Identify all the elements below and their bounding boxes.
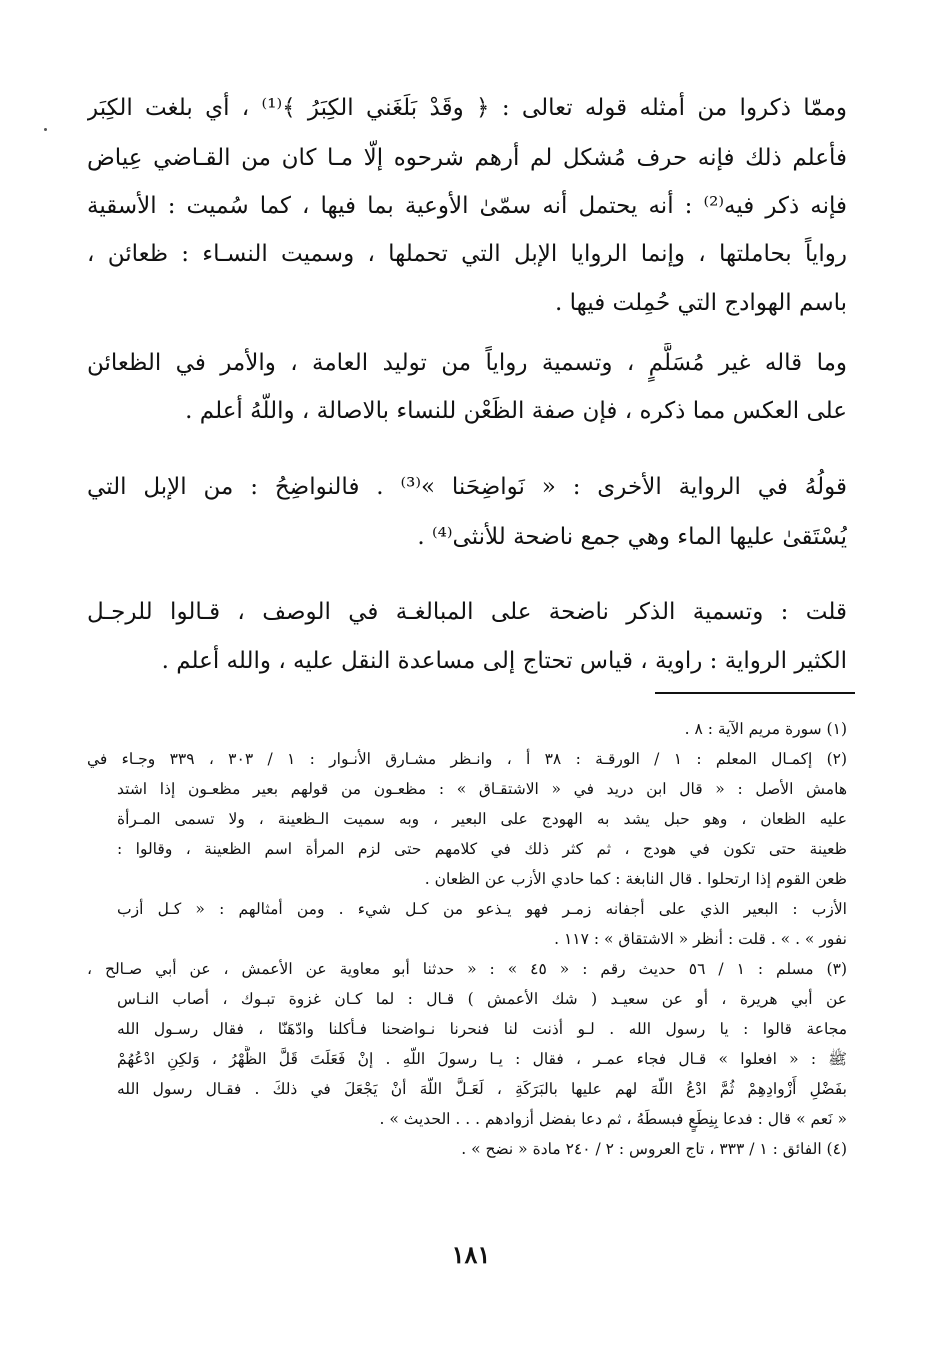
footnote-line: ظعينة حتى تكون في هودج ، ثم كثر ذلك في كلامهم حتى لزم المرأة اسم الظعينة ، وقالوا : xyxy=(117,840,847,858)
footnote-line: مجاعة قالوا : يا رسول الله . لـو أذنت لنا فنحرنا نـواضحنا فـأكلنا وادّهَنّا ، فقال رسـول الله xyxy=(117,1020,847,1038)
footnote-line: (٣) مسلم : ١ / ٥٦ حديث رقم : « ٤٥ » : « حدثنا أبو معاوية عن الأعمش ، عن أبي صـالح ، xyxy=(87,960,847,978)
body-line: فأعلم ذلك فإنه حرف مُشكل لم أرهم شرحوه إلّا مـا كان من القـاضي عِياض xyxy=(87,145,847,171)
footnote-rule xyxy=(655,692,855,694)
footnote-line: الأزب : البعير الذي على أجفانه زمـر فهو يـذعو من كـل شيء . ومن أمثالهم : « كـل أزب xyxy=(117,900,847,918)
footnote-line: عن أبي هريرة ، أو عن سعيـد ( شك الأعمش ) قـال : لما كـان غزوة تبـوك ، أصاب النـاس xyxy=(117,990,847,1008)
footnote-line: (٢) إكمـال المعلم : ١ / الورقـة : ٣٨ أ ، وانـظر مشـارق الأنـوار : ١ / ٣٠٣ ، ٣٣٩ وجـاء في xyxy=(87,750,847,768)
footnote-line: هامش الأصل : « قال ابن دريد في « الاشتقـاق » : مظعـون من قولهم بعير مظعـون إذا اشتد xyxy=(117,780,847,798)
footnote-line: بفَضْلِ أَزْوادِهِمْ ثُمَّ ادْعُ اللّهَ لهم عليها بالبَرَكَةِ ، لَعَـلَّ اللّهَ أنْ يَجْعَلَ في ذلكَ . فقـال رسول الله xyxy=(117,1080,847,1098)
body-line: وما قاله غير مُسَلَّمٍ ، وتسمية رواياً من توليد العامة ، والأمر في الظعائن xyxy=(87,350,847,376)
footnote-line: ظعن القوم إذا ارتحلوا . قال النابغة : كما حادي الأزب عن الظعان . xyxy=(424,870,847,888)
body-line: الكثير الرواية : راوية ، قياس تحتاج إلى مساعدة النقل عليه ، والله أعلم . xyxy=(161,648,847,674)
footnote-line: عليه الظعان ، وهو حبل يشد به الهودج على البعير ، وبه سميت الـظعينة ، ولا تسمى المـرأة xyxy=(117,810,847,828)
footnote-line: ﷺ : « افعلوا » قـال فجاء عمـر ، فقال : يـا رسولَ اللّهِ . إنْ فَعَلَتَ قَلَّ الظَّهْرُ ، وَلكِنِ ادْعُهُمْ xyxy=(117,1050,847,1068)
body-line: وممّا ذكروا من أمثله قوله تعالى : ﴿ وقَدْ بَلَغَني الكِبَرُ ﴾⁽¹⁾ ، أي بلغت الكِبَر xyxy=(87,95,847,121)
body-line: على العكس مما ذكره ، فإن صفة الظَعْن للنساء بالاصالة ، واللّهُ أعلم . xyxy=(185,398,847,424)
print-speck xyxy=(44,128,47,131)
page-number: ١٨١ xyxy=(451,1240,491,1269)
body-line: قلت : وتسمية الذكر ناضحة على المبالغـة في الوصف ، قـالوا للرجـل xyxy=(87,599,847,625)
footnote-line: « نَعم » قال : فدعا بِنِطَعٍ فبسطَهُ ، ثم دعا بفضل أزوادهم . . . الحديث » . xyxy=(379,1110,847,1128)
body-line: قولُهُ في الرواية الأخرى : « نَواضِحَنا »⁽³⁾ . فالنواضِحُ : من الإبل التي xyxy=(87,474,847,500)
body-line: فإنه ذكر فيه⁽²⁾ : أنه يحتمل أنه سمّىٰ الأوعية بما فيها ، كما سُميت : الأسقية xyxy=(87,193,847,219)
body-line: باسم الهوادج التي حُمِلت فيها . xyxy=(555,290,847,316)
footnote-line: نفور » . » . قلت : أنظر « الاشتقاق » : ١١٧ . xyxy=(554,930,847,948)
body-line: يُسْتَقىٰ عليها الماء وهي جمع ناضحة للأنثى⁽⁴⁾ . xyxy=(417,524,847,550)
footnote-line: (١) سورة مريم الآية : ٨ . xyxy=(684,720,847,738)
footnote-line: (٤) الفائق : ١ / ٣٣٣ ، تاج العروس : ٢ / ٢٤٠ مادة « نضح » . xyxy=(461,1140,847,1158)
body-line: رواياً بحاملتها ، وإنما الروايا الإبل التي تحملها ، وسميت النسـاء : ظعائن ، xyxy=(87,241,847,267)
